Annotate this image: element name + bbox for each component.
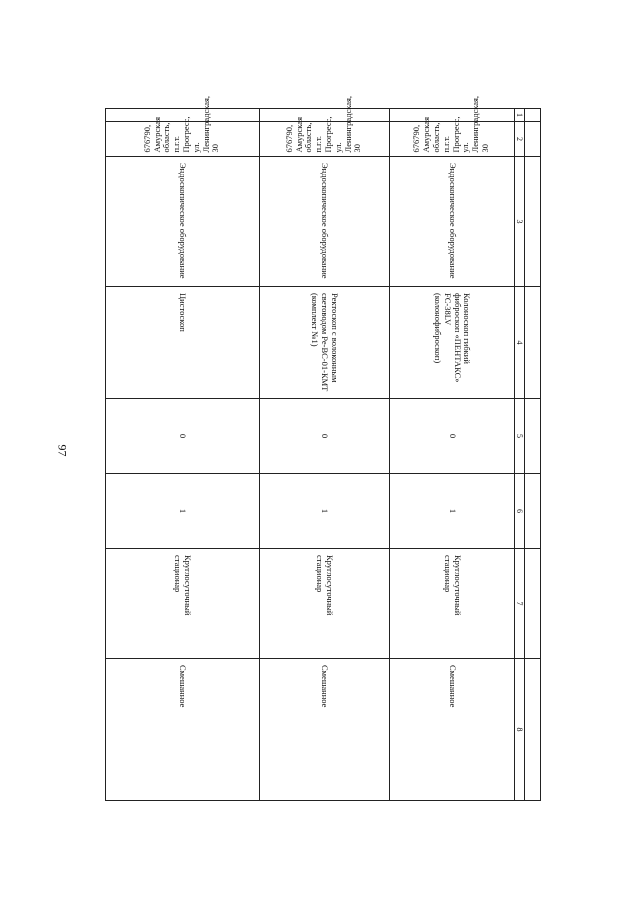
count-cell: 0	[389, 399, 514, 474]
kind-cell: Смешанное	[105, 659, 259, 801]
address-cell: 676790, Амурская область, п.г.т. Прогресс, ул. Ленинградская, 30	[105, 122, 259, 157]
column-number: 7	[514, 549, 524, 659]
table-cell	[525, 287, 541, 399]
page-number: 97	[55, 444, 70, 457]
table-cell	[525, 474, 541, 549]
count-cell: 0	[259, 399, 389, 474]
mode-cell: Круглосуточный стационар	[389, 549, 514, 659]
equipment-type-cell: Эндоскопическое оборудование	[389, 157, 514, 287]
table-cell	[525, 549, 541, 659]
equipment-type-cell: Эндоскопическое оборудование	[259, 157, 389, 287]
table-cell	[525, 122, 541, 157]
address-cell: 676790, Амурская область, п.г.т. Прогресс, ул. Ленинградская, 30	[259, 122, 389, 157]
count-cell: 1	[259, 474, 389, 549]
column-number: 8	[514, 659, 524, 801]
mode-cell: Круглосуточный стационар	[259, 549, 389, 659]
landscape-table-frame	[108, 95, 541, 800]
device-cell: Ректоскоп с волоконным световодом Ре-ВС-01-КМТ (комплект №1)	[259, 287, 389, 399]
kind-cell: Смешанное	[389, 659, 514, 801]
mode-cell: Круглосуточный стационар	[105, 549, 259, 659]
table-cell	[525, 109, 541, 122]
count-cell: 1	[105, 474, 259, 549]
column-number: 1	[514, 109, 524, 122]
column-number: 2	[514, 122, 524, 157]
equipment-type-cell: Эндоскопическое оборудование	[105, 157, 259, 287]
table-cell	[525, 157, 541, 287]
table-row-blank-top	[525, 109, 541, 801]
address-cell: 676790, Амурская область, п.г.т. Прогресс, ул. Ленинградская, 30	[389, 122, 514, 157]
table-cell	[525, 399, 541, 474]
column-number: 5	[514, 399, 524, 474]
table-row	[105, 109, 259, 801]
table-row	[389, 109, 514, 801]
column-number: 3	[514, 157, 524, 287]
kind-cell: Смешанное	[259, 659, 389, 801]
table-row	[259, 109, 389, 801]
device-cell: Колоноскоп гибкий фиброскоп «ПЕНТАКС» FC-38LV (колонофиброскоп)	[389, 287, 514, 399]
column-number: 6	[514, 474, 524, 549]
count-cell: 0	[105, 399, 259, 474]
table-header-numbers	[514, 109, 524, 801]
device-cell: Цистоскоп	[105, 287, 259, 399]
table-cell	[525, 659, 541, 801]
column-number: 4	[514, 287, 524, 399]
count-cell: 1	[389, 474, 514, 549]
equipment-table	[105, 95, 541, 801]
